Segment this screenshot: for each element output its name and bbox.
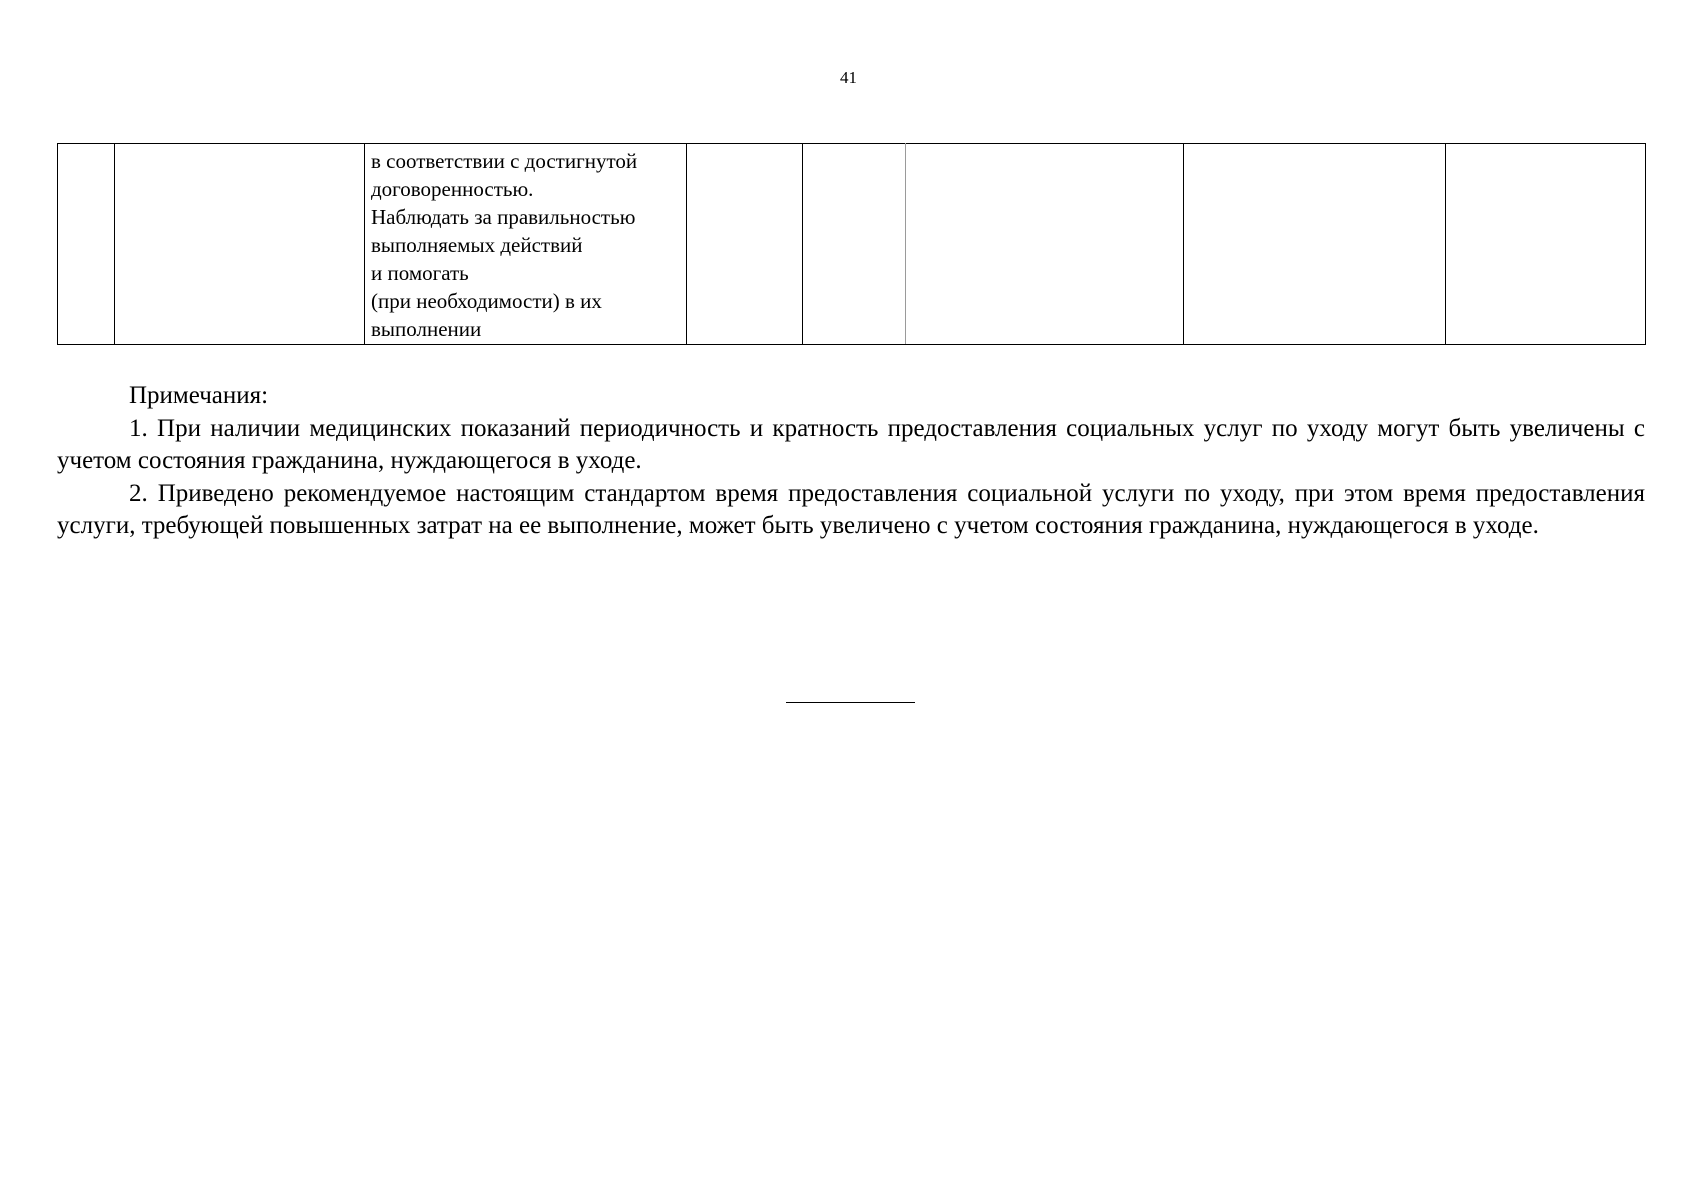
note-item: 2. Приведено рекомендуемое настоящим стандартом время предоставления социальной услуги по уходу, при этом время предоставления услуги, требующей повышенных затрат на ее выполнение, может быть увеличено с учетом состояния гражданина, нуждающегося в уходе. bbox=[57, 479, 1645, 539]
description-line: в соответствии с достигнутой bbox=[371, 149, 638, 173]
table-row bbox=[58, 144, 1646, 345]
notes-title: Примечания: bbox=[129, 382, 269, 409]
description-line: и помогать bbox=[371, 261, 469, 285]
note-item: 1. При наличии медицинских показаний периодичность и кратность предоставления социальных услуг по уходу могут быть увеличены с учетом состояния гражданина, нуждающегося в уходе. bbox=[57, 414, 1645, 474]
description-line: выполняемых действий bbox=[371, 233, 583, 257]
table-cell-service-description bbox=[365, 144, 687, 345]
table-cell-frequency bbox=[803, 144, 906, 345]
notes-section bbox=[57, 380, 1645, 543]
services-table-continuation bbox=[57, 143, 1646, 345]
table-cell-conditions bbox=[906, 144, 1184, 345]
table-cell-number bbox=[58, 144, 115, 345]
description-line: Наблюдать за правильностью bbox=[371, 205, 636, 229]
description-line: договоренностью. bbox=[371, 177, 534, 201]
table-cell-service-name bbox=[115, 144, 365, 345]
table-cell-quality bbox=[1184, 144, 1446, 345]
end-separator-line bbox=[786, 702, 915, 703]
table-cell-time bbox=[687, 144, 803, 345]
page-number: 41 bbox=[840, 68, 857, 87]
table-cell-notes bbox=[1446, 144, 1646, 345]
description-line: (при необходимости) в их bbox=[371, 289, 602, 313]
service-description-text bbox=[365, 144, 686, 343]
description-line: выполнении bbox=[371, 317, 482, 341]
